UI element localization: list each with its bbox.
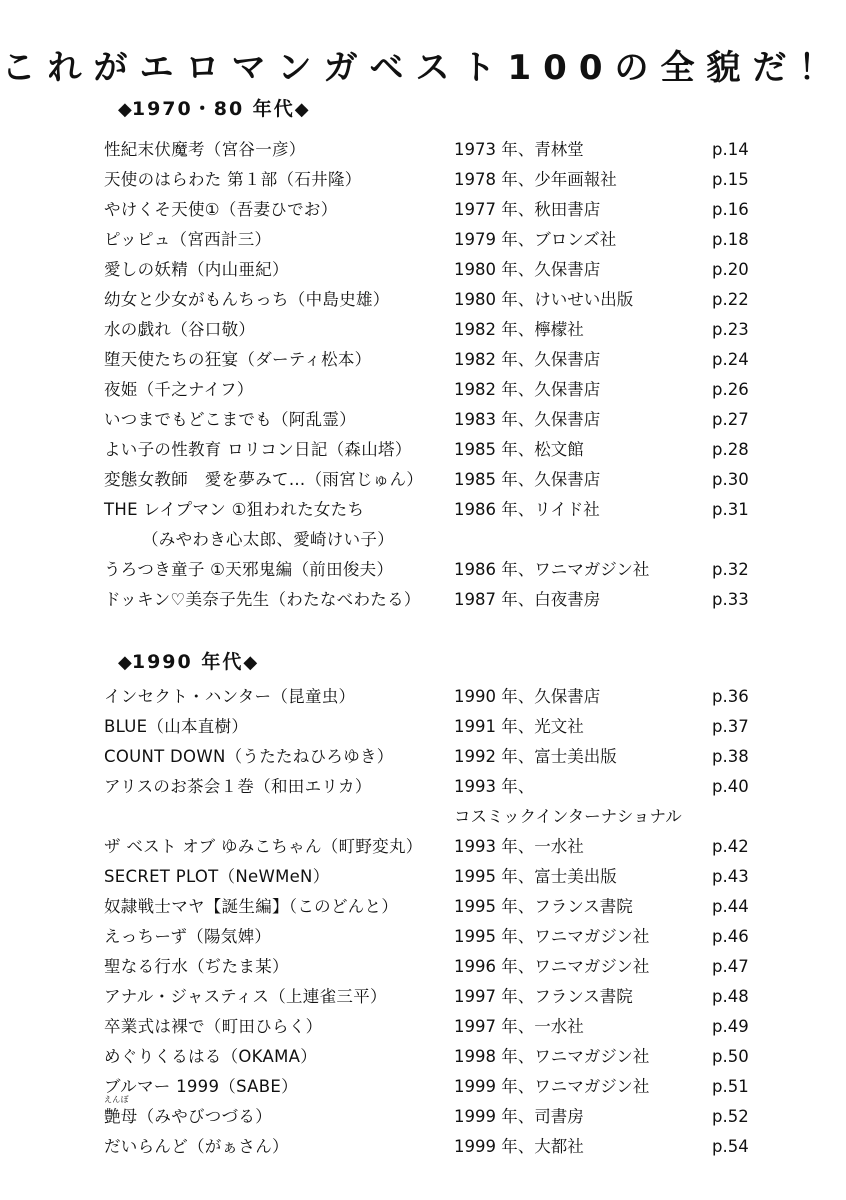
entry-row [0, 585, 846, 615]
entry-publication: 1980 年、けいせい出版 [454, 290, 634, 309]
entry-page-ref: p.20 [712, 260, 749, 279]
entry-page-ref: p.30 [712, 470, 749, 489]
entry-title: いつまでもどこまでも（阿乱霊） [104, 410, 356, 429]
entry-row [0, 225, 846, 255]
entry-publication: 1973 年、青林堂 [454, 140, 584, 159]
entry-page-ref: p.47 [712, 957, 749, 976]
entry-title: えっちーず（陽気婢） [104, 927, 272, 946]
entry-row [0, 465, 846, 495]
entry-row [0, 345, 846, 375]
entry-row [0, 712, 846, 742]
entry-title: THE レイプマン ①狙われた女たち [104, 500, 365, 519]
entry-page-ref: p.18 [712, 230, 749, 249]
entry-row [0, 862, 846, 892]
entry-page-ref: p.27 [712, 410, 749, 429]
entry-page-ref: p.48 [712, 987, 749, 1006]
entry-publication: コスミックインターナショナル [454, 807, 682, 826]
entry-title: BLUE（山本直樹） [104, 717, 249, 736]
entry-row [0, 1095, 846, 1132]
diamond-icon: ◆ [243, 652, 258, 673]
entry-publication: 1982 年、久保書店 [454, 380, 601, 399]
entry-row [0, 135, 846, 165]
entry-page-ref: p.14 [712, 140, 749, 159]
entry-page-ref: p.51 [712, 1077, 749, 1096]
entry-row [0, 952, 846, 982]
entry-title: 性紀末伏魔考（宮谷一彦） [104, 140, 306, 159]
entry-row [0, 772, 846, 802]
entry-publication: 1991 年、光文社 [454, 717, 584, 736]
entry-title: 聖なる行水（ぢたま某） [104, 957, 289, 976]
entry-title: よい子の性教育 ロリコン日記（森山塔） [104, 440, 412, 459]
entry-publication: 1996 年、ワニマガジン社 [454, 957, 650, 976]
section-heading-1970-80 [118, 95, 309, 124]
entry-publication: 1983 年、久保書店 [454, 410, 601, 429]
entry-title: 夜姫（千之ナイフ） [104, 380, 254, 399]
entry-page-ref: p.46 [712, 927, 749, 946]
ruby-reading: えんぼ [104, 1095, 129, 1104]
entry-row [0, 285, 846, 315]
entry-publication: 1999 年、大都社 [454, 1137, 584, 1156]
entry-title: めぐりくるはる（OKAMA） [104, 1047, 318, 1066]
entry-publication: 1978 年、少年画報社 [454, 170, 617, 189]
entry-page-ref: p.42 [712, 837, 749, 856]
entry-row [0, 375, 846, 405]
entry-page-ref: p.49 [712, 1017, 749, 1036]
entry-row [0, 1132, 846, 1162]
entry-row [0, 802, 846, 832]
entry-title: 幼女と少女がもんちっち（中島史雄） [104, 290, 390, 309]
entry-title: （みやわき心太郎、愛崎けい子） [142, 530, 394, 549]
entry-publication: 1998 年、ワニマガジン社 [454, 1047, 650, 1066]
entry-title: ブルマー 1999（SABE） [104, 1077, 298, 1096]
entry-publication: 1982 年、檸檬社 [454, 320, 584, 339]
entry-row [0, 255, 846, 285]
entry-page-ref: p.52 [712, 1107, 749, 1126]
section-heading-text: 1990 年代 [131, 651, 244, 673]
page-title: これがエロマンガベスト100の全貌だ！ [1, 48, 845, 88]
entry-publication: 1990 年、久保書店 [454, 687, 601, 706]
ruby-title-base [104, 1095, 138, 1132]
entry-row [0, 165, 846, 195]
entry-publication: 1985 年、松文館 [454, 440, 584, 459]
diamond-icon: ◆ [294, 99, 309, 120]
entry-page-ref: p.50 [712, 1047, 749, 1066]
entry-publication: 1995 年、ワニマガジン社 [454, 927, 650, 946]
entry-page-ref: p.26 [712, 380, 749, 399]
entry-page-ref: p.44 [712, 897, 749, 916]
entry-publication: 1980 年、久保書店 [454, 260, 601, 279]
entry-page-ref: p.37 [712, 717, 749, 736]
diamond-icon: ◆ [118, 99, 132, 120]
entry-row [0, 1012, 846, 1042]
entry-publication: 1977 年、秋田書店 [454, 200, 601, 219]
entry-title: 天使のはらわた 第１部（石井隆） [104, 170, 362, 189]
entry-title: 愛しの妖精（内山亜紀） [104, 260, 289, 279]
entry-publication: 1987 年、白夜書房 [454, 590, 601, 609]
entry-row [0, 682, 846, 712]
entry-page-ref: p.43 [712, 867, 749, 886]
entry-publication: 1995 年、フランス書院 [454, 897, 633, 916]
entry-publication: 1985 年、久保書店 [454, 470, 601, 489]
entry-row [0, 832, 846, 862]
entry-list-1970-80 [0, 135, 846, 615]
entry-row [0, 195, 846, 225]
entry-publication: 1993 年、一水社 [454, 837, 584, 856]
entry-row [0, 405, 846, 435]
entry-title: 水の戯れ（谷口敬） [104, 320, 256, 339]
entry-publication: 1999 年、ワニマガジン社 [454, 1077, 650, 1096]
entry-title: ピッピュ（宮西計三） [104, 230, 272, 249]
entry-title: 卒業式は裸で（町田ひらく） [104, 1017, 323, 1036]
entry-row [0, 555, 846, 585]
entry-page-ref: p.16 [712, 200, 749, 219]
diamond-icon: ◆ [118, 652, 132, 673]
entry-row [0, 922, 846, 952]
entry-title: 堕天使たちの狂宴（ダーティ松本） [104, 350, 372, 369]
entry-title: うろつき童子 ①天邪鬼編（前田俊夫） [104, 560, 394, 579]
entry-publication: 1986 年、ワニマガジン社 [454, 560, 650, 579]
entry-publication: 1999 年、司書房 [454, 1107, 584, 1126]
entry-publication: 1995 年、富士美出版 [454, 867, 617, 886]
entry-page-ref: p.22 [712, 290, 749, 309]
entry-page-ref: p.32 [712, 560, 749, 579]
entry-page-ref: p.24 [712, 350, 749, 369]
entry-publication: 1979 年、ブロンズ社 [454, 230, 617, 249]
entry-title: SECRET PLOT（NeWMeN） [104, 867, 330, 886]
entry-page-ref: p.40 [712, 777, 749, 796]
entry-title: アナル・ジャスティス（上連雀三平） [104, 987, 387, 1006]
entry-page-ref: p.38 [712, 747, 749, 766]
section-heading-1990 [118, 648, 257, 677]
entry-title-author: （みやびつづる） [137, 1107, 273, 1126]
entry-page-ref: p.54 [712, 1137, 749, 1156]
entry-page-ref: p.28 [712, 440, 749, 459]
entry-row [0, 495, 846, 525]
entry-row [0, 525, 846, 555]
entry-publication: 1993 年、 [454, 777, 535, 796]
entry-title [104, 1095, 273, 1132]
entry-title: だいらんど（がぁさん） [104, 1137, 289, 1156]
entry-list-1990 [0, 682, 846, 1162]
entry-title: ドッキン♡美奈子先生（わたなべわたる） [104, 590, 421, 609]
entry-title: 変態女教師 愛を夢みて…（雨宮じゅん） [104, 470, 424, 489]
entry-title: インセクト・ハンター（昆童虫） [104, 687, 356, 706]
entry-title: 奴隷戦士マヤ【誕生編】（このどんと） [104, 897, 399, 916]
entry-page-ref: p.23 [712, 320, 749, 339]
entry-publication: 1997 年、一水社 [454, 1017, 584, 1036]
entry-page-ref: p.31 [712, 500, 749, 519]
entry-publication: 1986 年、リイド社 [454, 500, 600, 519]
entry-page-ref: p.36 [712, 687, 749, 706]
ruby-base-text: 艶母 [104, 1107, 138, 1126]
entry-row [0, 742, 846, 772]
entry-row [0, 1042, 846, 1072]
entry-page-ref: p.15 [712, 170, 749, 189]
entry-row [0, 435, 846, 465]
entry-publication: 1982 年、久保書店 [454, 350, 601, 369]
section-heading-text: 1970・80 年代 [131, 98, 295, 120]
entry-title: アリスのお茶会１巻（和田エリカ） [104, 777, 372, 796]
entry-publication: 1997 年、フランス書院 [454, 987, 633, 1006]
entry-title: やけくそ天使①（吾妻ひでお） [104, 200, 338, 219]
entry-title: COUNT DOWN（うたたねひろゆき） [104, 747, 394, 766]
entry-publication: 1992 年、富士美出版 [454, 747, 617, 766]
entry-title: ザ ベスト オブ ゆみこちゃん（町野変丸） [104, 837, 423, 856]
entry-row [0, 892, 846, 922]
entry-row [0, 982, 846, 1012]
entry-page-ref: p.33 [712, 590, 749, 609]
entry-row [0, 315, 846, 345]
